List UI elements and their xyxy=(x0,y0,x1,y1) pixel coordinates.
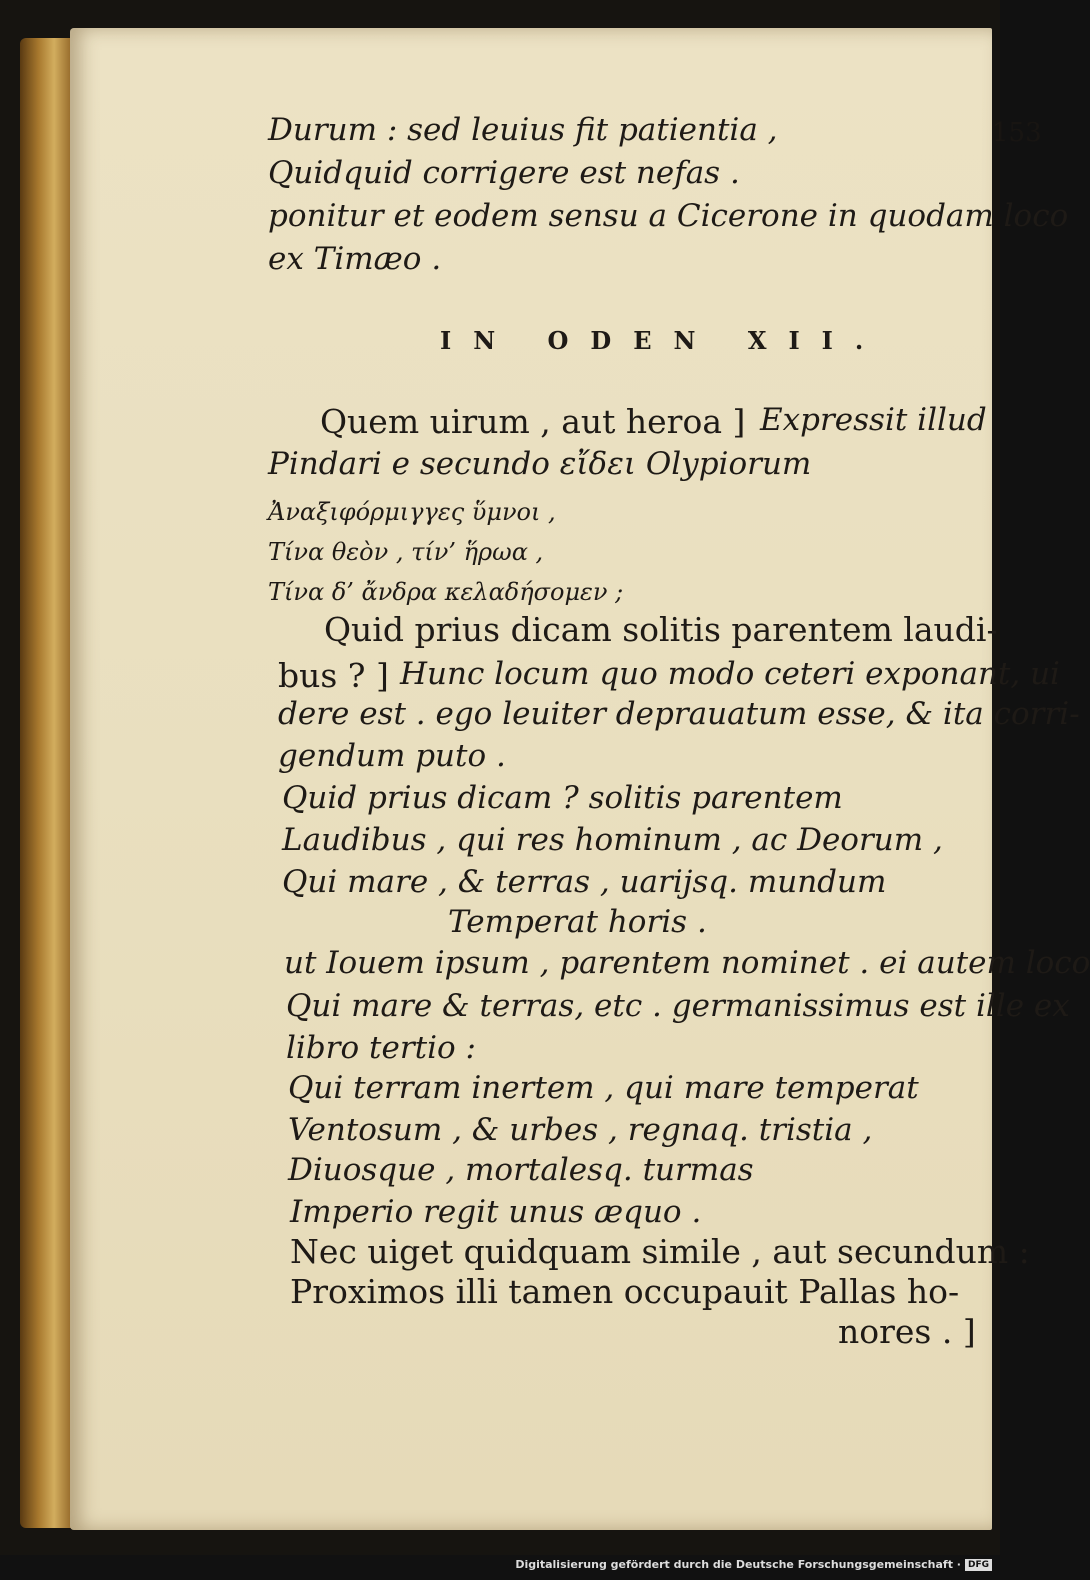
text-line: Hunc locum quo modo ceteri exponant, ui xyxy=(400,656,1060,692)
text-line: libro tertio : xyxy=(286,1030,476,1066)
text-line: Expressit illud xyxy=(760,402,987,438)
section-heading: IN ODEN XII. xyxy=(440,326,886,355)
quoted-verse: Qui mare , & terras , uarijsq. mundum xyxy=(282,864,887,900)
text-line: ut Iouem ipsum , parentem nominet . ei autem loco xyxy=(284,945,1090,981)
digitization-credit xyxy=(515,1558,992,1578)
dfg-logo: DFG xyxy=(965,1559,992,1571)
lemma: bus ? ] xyxy=(278,656,389,695)
quoted-verse: Quid prius dicam ? solitis parentem xyxy=(282,780,843,816)
quoted-verse: Temperat horis . xyxy=(448,904,707,940)
text-line: ponitur et eodem sensu a Cicerone in quodam loco xyxy=(268,198,1069,234)
quoted-verse: Ventosum , & urbes , regnaq. tristia , xyxy=(288,1112,873,1148)
text-line: Durum : sed leuius fit patientia , xyxy=(268,112,778,148)
text-line: Pindari e secundo εἴδει Olypiorum xyxy=(268,446,812,482)
greek-verse: Τίνα δ’ ἄνδρα κελαδήσομεν ; xyxy=(268,578,624,606)
quoted-verse: Imperio regit unus æquo . xyxy=(290,1194,702,1230)
page-number: 153 xyxy=(992,118,1042,148)
quoted-verse: Diuosque , mortalesq. turmas xyxy=(288,1152,754,1188)
lemma: Quid prius dicam solitis parentem laudi- xyxy=(324,610,998,649)
credit-text: Digitalisierung gefördert durch die Deutsche Forschungsgemeinschaft · xyxy=(515,1558,961,1571)
lemma: Quem uirum , aut heroa ] xyxy=(320,402,746,441)
lemma: nores . ] xyxy=(838,1312,976,1351)
quoted-verse: Laudibus , qui res hominum , ac Deorum , xyxy=(282,822,943,858)
lemma: Proximos illi tamen occupauit Pallas ho- xyxy=(290,1272,960,1311)
text-line: Qui mare & terras, etc . germanissimus est ille ex xyxy=(286,988,1070,1024)
text-line: dere est . ego leuiter deprauatum esse, & ita corri- xyxy=(278,696,1080,732)
text-line: gendum puto . xyxy=(278,738,506,774)
quoted-verse: Qui terram inertem , qui mare temperat xyxy=(288,1070,919,1106)
greek-verse: Τίνα θεὸν , τίν’ ἥρωα , xyxy=(268,538,544,566)
text-line: ex Timæo . xyxy=(268,241,442,277)
text-line: Quidquid corrigere est nefas . xyxy=(268,155,740,191)
greek-verse: Ἀναξιφόρμιγγες ὕμνοι , xyxy=(268,498,556,526)
lemma: Nec uiget quidquam simile , aut secundum : xyxy=(290,1232,1030,1271)
